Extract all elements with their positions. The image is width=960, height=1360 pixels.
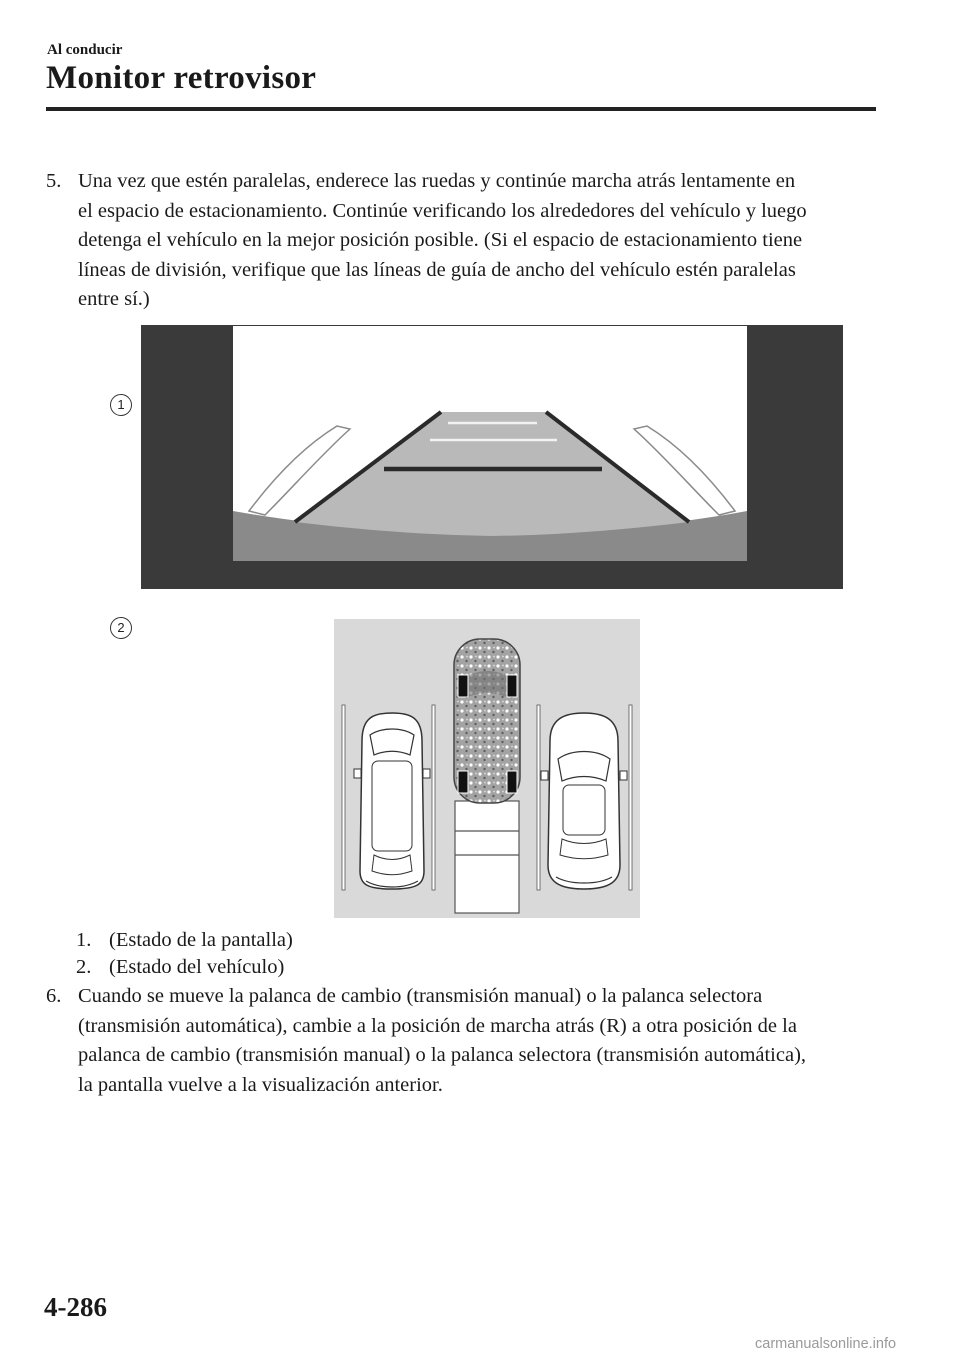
page-number: 4-286 (44, 1292, 107, 1322)
section-label: Al conducir (47, 42, 123, 58)
monitor-screen-illustration (141, 325, 843, 589)
legend-item (76, 954, 293, 981)
step-line: líneas de división, verifique que las líneas de guía de ancho del vehículo estén paralelas (78, 258, 796, 281)
step-6 (46, 982, 886, 1100)
step-line: el espacio de estacionamiento. Continúe verificando los alrededores del vehículo y luego (78, 199, 807, 222)
callout-2: 2 (110, 617, 132, 639)
step-number: 5. (46, 170, 62, 192)
step-text (46, 167, 886, 315)
parked-car-right (541, 713, 627, 889)
legend-text: (Estado del vehículo) (109, 956, 285, 978)
reverse-path (455, 801, 519, 913)
title-rule (46, 107, 876, 111)
stall-line (342, 705, 345, 890)
step-line: detenga el vehículo en la mejor posición posible. (Si el espacio de estacionamiento tiene (78, 229, 803, 251)
parked-car-left (354, 713, 430, 889)
vehicle-state-illustration (334, 619, 640, 918)
watermark: carmanualsonline.info (755, 1336, 897, 1352)
step-text (46, 982, 886, 1100)
own-vehicle-windshield (465, 671, 510, 697)
wheel (507, 771, 517, 793)
step-line: (transmisión automática), cambie a la posición de marcha atrás (R) a otra posición de la (78, 1014, 797, 1037)
step-line: la pantalla vuelve a la visualización anterior. (78, 1073, 443, 1096)
step-line: palanca de cambio (transmisión manual) o la palanca selectora (transmisión automática), (78, 1044, 807, 1066)
legend-number: 1. (76, 929, 92, 951)
step-number: 6. (46, 985, 62, 1007)
legend-number: 2. (76, 956, 92, 978)
callout-1: 1 (110, 394, 132, 416)
step-line: entre sí.) (78, 288, 150, 310)
stall-line (629, 705, 632, 890)
stall-line (537, 705, 540, 890)
legend-text: (Estado de la pantalla) (109, 929, 293, 951)
figure-legend (76, 927, 293, 981)
wheel (458, 771, 468, 793)
stall-line (432, 705, 435, 890)
page-title: Monitor retrovisor (46, 60, 317, 96)
step-line: Una vez que estén paralelas, enderece las ruedas y continúe marcha atrás lentamente en (78, 170, 796, 192)
step-5 (46, 167, 886, 315)
wheel (507, 675, 517, 697)
wheel (458, 675, 468, 697)
legend-item (76, 927, 293, 954)
step-line: Cuando se mueve la palanca de cambio (transmisión manual) o la palanca selectora (78, 985, 763, 1007)
